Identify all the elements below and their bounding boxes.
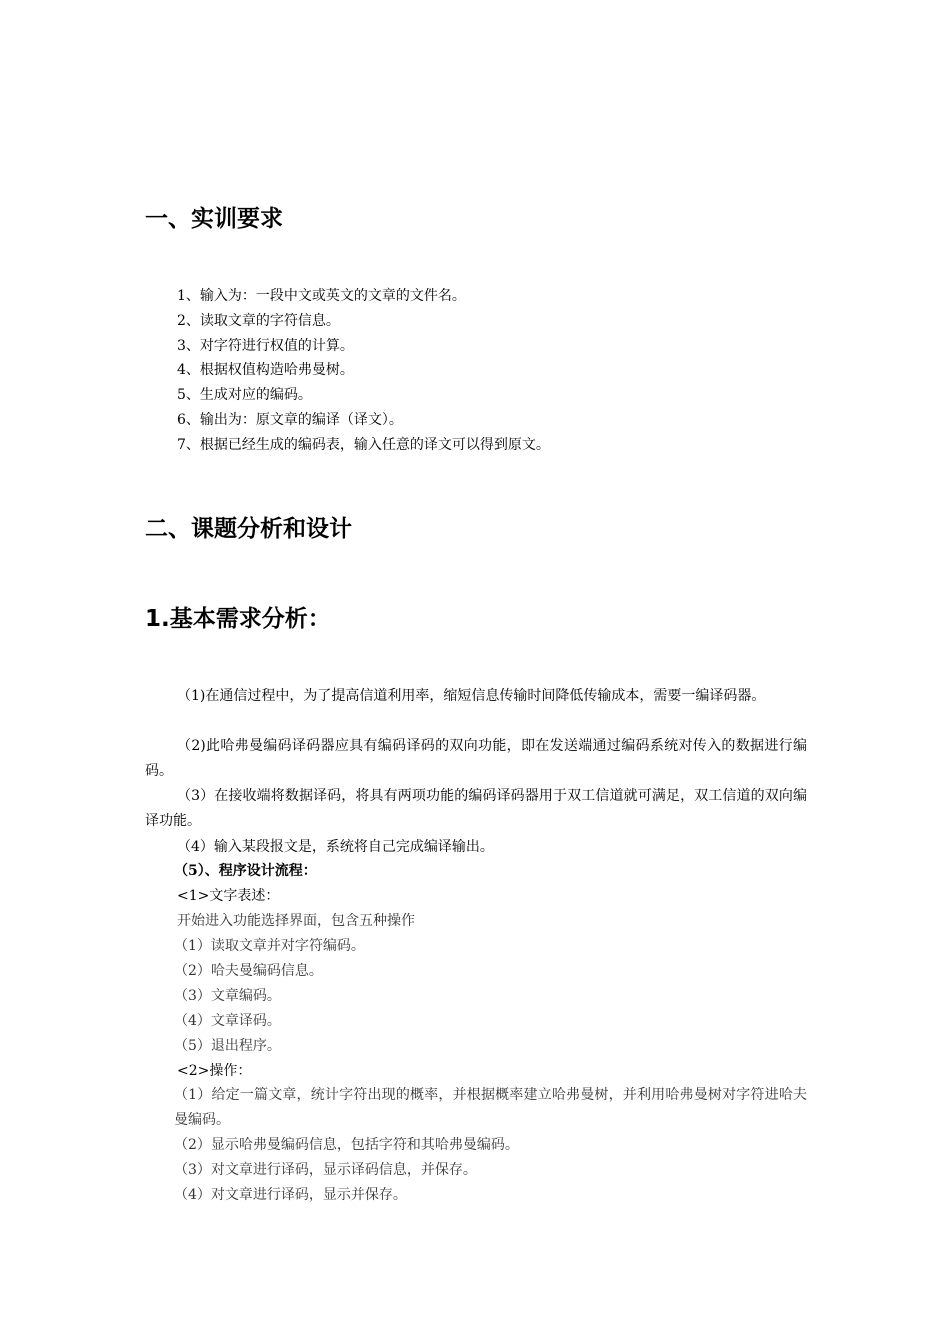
requirement-item-7: 7、根据已经生成的编码表，输入任意的译文可以得到原文。 — [177, 437, 550, 453]
operation-item-2: （2）显示哈弗曼编码信息，包括字符和其哈弗曼编码。 — [174, 1137, 519, 1153]
operation-item-1: （1）给定一篇文章，统计字符出现的概率，并根据概率建立哈弗曼树，并利用哈弗曼树对字符进哈夫曼编码。 — [174, 1087, 807, 1128]
menu-item-4: （4）文章译码。 — [174, 1013, 281, 1029]
requirement-item-4: 4、根据权值构造哈弗曼树。 — [177, 362, 354, 378]
analysis-paragraph-2: （2)此哈弗曼编码译码器应具有编码译码的双向功能，即在发送端通过编码系统对传入的数据进行编码。 — [145, 738, 807, 779]
section-heading-analysis-design: 二、课题分析和设计 — [145, 516, 352, 542]
subsection-heading-basic-requirements: 1.基本需求分析： — [145, 606, 331, 632]
operation-item-4: （4）对文章进行译码，显示并保存。 — [174, 1187, 407, 1203]
menu-item-1: （1）读取文章并对字符编码。 — [174, 938, 365, 954]
menu-item-2: （2）哈夫曼编码信息。 — [174, 963, 323, 979]
operations-label: <2>操作： — [177, 1063, 252, 1079]
menu-item-3: （3）文章编码。 — [174, 988, 281, 1004]
operation-item-3: （3）对文章进行译码，显示译码信息，并保存。 — [174, 1162, 477, 1178]
analysis-paragraph-4: （4）输入某段报文是，系统将自己完成编译输出。 — [177, 839, 494, 855]
menu-intro: 开始进入功能选择界面，包含五种操作 — [177, 913, 415, 929]
menu-item-5: （5）退出程序。 — [174, 1038, 281, 1054]
text-description-label: <1>文字表述： — [177, 888, 280, 904]
requirement-item-2: 2、读取文章的字符信息。 — [177, 313, 340, 329]
section-heading-requirements: 一、实训要求 — [145, 206, 283, 232]
requirement-item-5: 5、生成对应的编码。 — [177, 387, 312, 403]
requirement-item-6: 6、输出为：原文章的编译（译文）。 — [177, 412, 403, 428]
analysis-paragraph-1: （1)在通信过程中，为了提高信道利用率，缩短信息传输时间降低传输成本，需要一编译码器。 — [177, 688, 766, 704]
requirement-item-1: 1、输入为：一段中文或英文的文章的文件名。 — [177, 288, 466, 304]
requirement-item-3: 3、对字符进行权值的计算。 — [177, 338, 354, 354]
analysis-paragraph-3: （3）在接收端将数据译码，将具有两项功能的编码译码器用于双工信道就可满足，双工信道的双向编译功能。 — [145, 788, 807, 829]
flow-heading: （5）、程序设计流程： — [174, 863, 317, 879]
